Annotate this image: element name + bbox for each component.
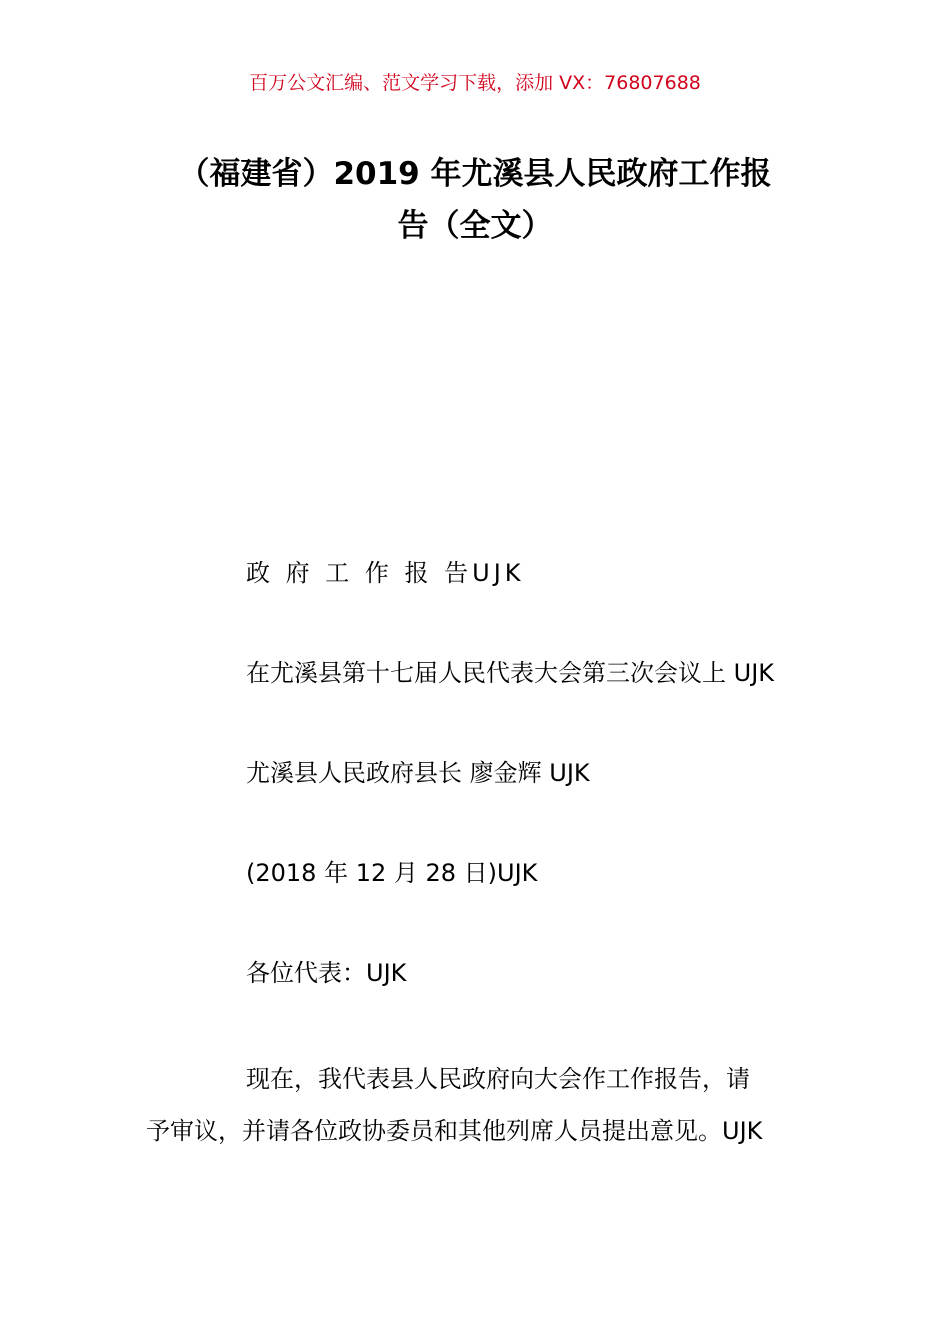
salutation-line: 各位代表：UJK	[246, 959, 407, 987]
report-heading: 政 府 工 作 报 告UJK	[246, 559, 525, 587]
document-title-line-2: 告（全文）	[397, 208, 553, 244]
speaker-line: 尤溪县人民政府县长 廖金辉 UJK	[246, 759, 590, 787]
paragraph-line-2: 予审议，并请各位政协委员和其他列席人员提出意见。UJK	[146, 1117, 763, 1145]
date-line: (2018 年 12 月 28 日)UJK	[246, 859, 538, 887]
opening-paragraph	[146, 1053, 806, 1157]
document-title-line-1: （福建省）2019 年尤溪县人民政府工作报	[178, 156, 772, 192]
header-promo-text: 百万公文汇编、范文学习下载，添加 VX：76807688	[249, 72, 701, 94]
paragraph-line-1: 现在，我代表县人民政府向大会作工作报告，请	[246, 1065, 750, 1093]
meeting-line: 在尤溪县第十七届人民代表大会第三次会议上 UJK	[246, 659, 775, 687]
document-title	[140, 148, 810, 252]
